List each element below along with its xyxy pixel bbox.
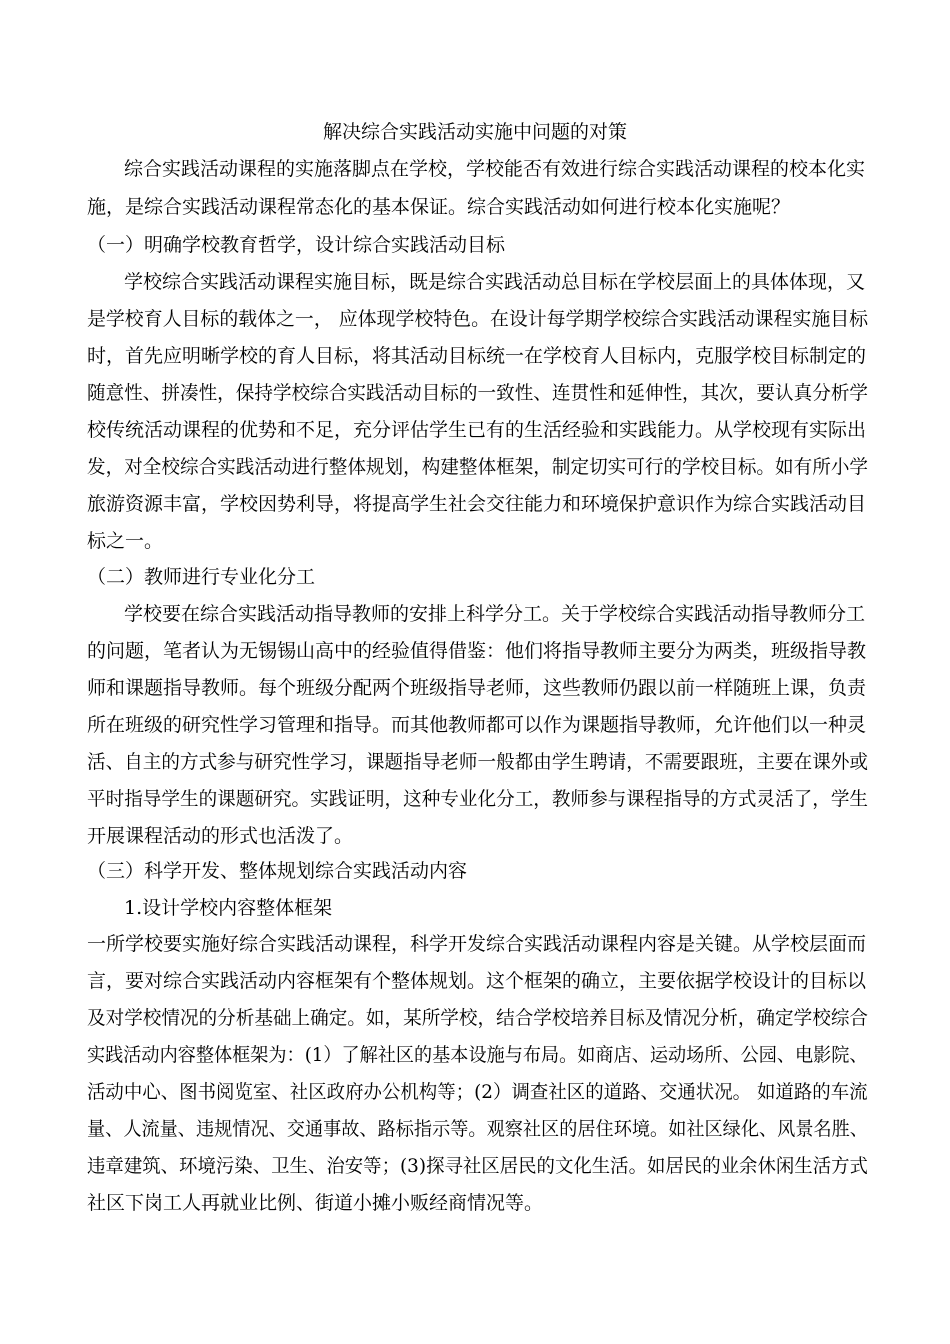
paragraph-line: 师和课题指导教师。每个班级分配两个班级指导老师，这些教师仍跟以前一样随班上课，负责 [87,677,867,699]
paragraph-line: 所在班级的研究性学习管理和指导。而其他教师都可以作为课题指导教师，允许他们以一种灵 [87,714,867,736]
section-heading: （一）明确学校教育哲学，设计综合实践活动目标 [87,234,506,256]
paragraph-line: 活、自主的方式参与研究性学习，课题指导老师一般都由学生聘请，不需要跟班，主要在课外或 [87,751,869,773]
section-heading: （二）教师进行专业化分工 [87,566,316,588]
paragraph-line: 学校要在综合实践活动指导教师的安排上科学分工。关于学校综合实践活动指导教师分工 [124,603,866,625]
paragraph-line: 施，是综合实践活动课程常态化的基本保证。综合实践活动如何进行校本化实施呢？ [87,196,791,218]
paragraph-line: 活动中心、图书阅览室、社区政府办公机构等；(2）调查社区的道路、交通状况。 如道路的车流 [87,1081,868,1103]
paragraph-line: 及对学校情况的分析基础上确定。如，某所学校，结合学校培养目标及情况分析，确定学校综合 [87,1007,869,1029]
paragraph-line: 的问题，笔者认为无锡锡山高中的经验值得借鉴：他们将指导教师主要分为两类，班级指导教 [87,640,867,662]
paragraph-line: 学校综合实践活动课程实施目标，既是综合实践活动总目标在学校层面上的具体体现，又 [124,271,866,293]
section-heading: （三）科学开发、整体规划综合实践活动内容 [87,860,468,882]
paragraph-line: 标之一。 [87,530,164,552]
paragraph-line: 时，首先应明晰学校的育人目标，将其活动目标统一在学校育人目标内，克服学校目标制定的 [87,345,867,367]
paragraph-line: 旅游资源丰富，学校因势利导，将提高学生社会交往能力和环境保护意识作为综合实践活动目 [87,493,867,515]
paragraph-line: 是学校育人目标的载体之一， 应体现学校特色。在设计每学期学校综合实践活动课程实施目标 [87,308,869,330]
paragraph-line: 平时指导学生的课题研究。实践证明，这种专业化分工，教师参与课程指导的方式灵活了，学生 [87,788,869,810]
paragraph-line: 一所学校要实施好综合实践活动课程，科学开发综合实践活动课程内容是关键。从学校层面而 [87,933,867,955]
paragraph-line: 言，要对综合实践活动内容框架有个整体规划。这个框架的确立，主要依据学校设计的目标以 [87,970,867,992]
paragraph-line: 社区下岗工人再就业比例、街道小摊小贩经商情况等。 [87,1192,544,1214]
subsection-heading: 1.设计学校内容整体框架 [124,897,333,919]
paragraph-line: 开展课程活动的形式也活泼了。 [87,825,354,847]
paragraph-line: 实践活动内容整体框架为：(1）了解社区的基本设施与布局。如商店、运动场所、公园、电影院、 [87,1044,868,1066]
document-title: 解决综合实践活动实施中问题的对策 [322,121,627,143]
paragraph-line: 随意性、拼凑性，保持学校综合实践活动目标的一致性、连贯性和延伸性，其次，要认真分析学 [87,382,869,404]
paragraph-line: 违章建筑、环境污染、卫生、治安等；(3)探寻社区居民的文化生活。如居民的业余休闲生活方式 [87,1155,868,1177]
paragraph-line: 综合实践活动课程的实施落脚点在学校，学校能否有效进行综合实践活动课程的校本化实 [124,158,866,180]
paragraph-line: 发，对全校综合实践活动进行整体规划，构建整体框架，制定切实可行的学校目标。如有所小学 [87,456,869,478]
paragraph-line: 校传统活动课程的优势和不足，充分评估学生已有的生活经验和实践能力。从学校现有实际出 [87,419,867,441]
paragraph-line: 量、人流量、违规情况、交通事故、路标指示等。观察社区的居住环境。如社区绿化、风景名胜、 [87,1118,868,1140]
